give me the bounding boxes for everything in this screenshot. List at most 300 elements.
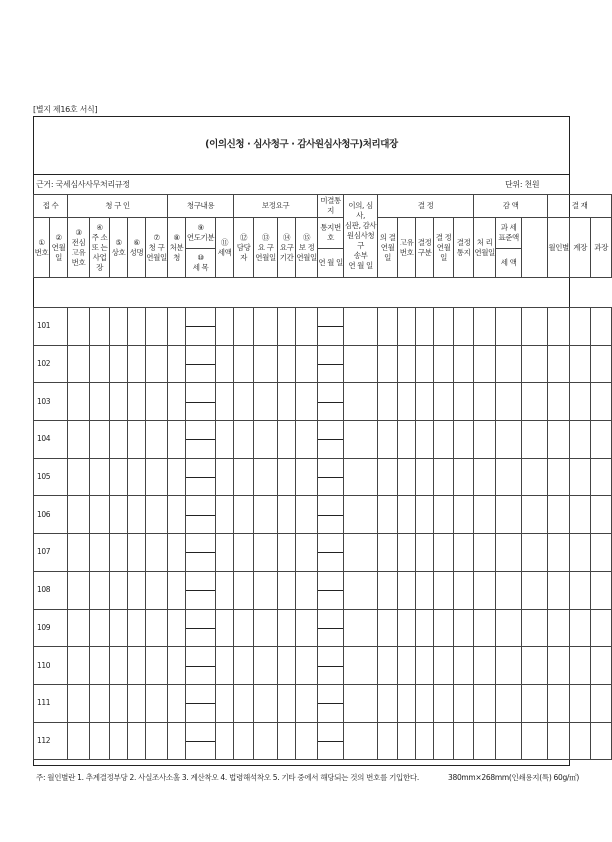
table-cell[interactable] bbox=[296, 308, 318, 346]
table-cell[interactable] bbox=[548, 345, 570, 383]
table-cell[interactable] bbox=[296, 722, 318, 760]
table-cell[interactable] bbox=[168, 308, 186, 346]
table-cell[interactable] bbox=[90, 458, 110, 496]
table-cell[interactable] bbox=[416, 647, 434, 685]
table-cell[interactable] bbox=[454, 722, 474, 760]
table-cell[interactable] bbox=[318, 421, 344, 459]
table-cell[interactable] bbox=[216, 571, 234, 609]
table-cell[interactable] bbox=[128, 684, 146, 722]
table-cell[interactable] bbox=[110, 308, 128, 346]
table-cell[interactable] bbox=[186, 345, 216, 383]
table-cell[interactable] bbox=[522, 609, 548, 647]
table-cell[interactable] bbox=[398, 571, 416, 609]
table-cell[interactable] bbox=[496, 684, 522, 722]
table-cell[interactable] bbox=[278, 458, 296, 496]
table-cell[interactable] bbox=[254, 684, 278, 722]
table-cell[interactable] bbox=[434, 345, 454, 383]
table-cell[interactable] bbox=[318, 496, 344, 534]
table-cell[interactable] bbox=[496, 496, 522, 534]
table-cell[interactable] bbox=[591, 609, 612, 647]
table-cell[interactable] bbox=[570, 345, 591, 383]
table-cell[interactable] bbox=[128, 308, 146, 346]
table-cell[interactable] bbox=[278, 722, 296, 760]
table-cell[interactable] bbox=[146, 571, 168, 609]
table-cell[interactable] bbox=[434, 421, 454, 459]
table-cell[interactable] bbox=[110, 534, 128, 572]
table-cell[interactable] bbox=[216, 609, 234, 647]
table-cell[interactable] bbox=[522, 534, 548, 572]
table-cell[interactable] bbox=[318, 308, 344, 346]
table-cell[interactable] bbox=[234, 421, 254, 459]
table-cell[interactable] bbox=[474, 421, 496, 459]
table-cell[interactable] bbox=[254, 647, 278, 685]
table-cell[interactable] bbox=[548, 722, 570, 760]
table-cell[interactable] bbox=[454, 609, 474, 647]
table-cell[interactable] bbox=[591, 345, 612, 383]
table-cell[interactable] bbox=[344, 421, 378, 459]
table-cell[interactable] bbox=[454, 647, 474, 685]
table-cell[interactable] bbox=[68, 421, 90, 459]
table-cell[interactable] bbox=[128, 345, 146, 383]
table-cell[interactable] bbox=[454, 308, 474, 346]
table-cell[interactable] bbox=[454, 458, 474, 496]
table-cell[interactable] bbox=[398, 534, 416, 572]
table-cell[interactable] bbox=[216, 458, 234, 496]
table-cell[interactable] bbox=[146, 647, 168, 685]
table-cell[interactable] bbox=[378, 647, 398, 685]
table-cell[interactable] bbox=[496, 383, 522, 421]
table-cell[interactable] bbox=[548, 647, 570, 685]
table-cell[interactable] bbox=[146, 534, 168, 572]
table-cell[interactable] bbox=[254, 345, 278, 383]
table-cell[interactable] bbox=[398, 458, 416, 496]
table-cell[interactable] bbox=[186, 383, 216, 421]
table-cell[interactable] bbox=[110, 345, 128, 383]
table-cell[interactable] bbox=[496, 647, 522, 685]
table-cell[interactable] bbox=[548, 496, 570, 534]
table-cell[interactable] bbox=[128, 458, 146, 496]
table-cell[interactable] bbox=[434, 722, 454, 760]
table-cell[interactable] bbox=[591, 571, 612, 609]
table-cell[interactable] bbox=[434, 534, 454, 572]
table-cell[interactable] bbox=[548, 534, 570, 572]
table-cell[interactable] bbox=[216, 496, 234, 534]
table-cell[interactable] bbox=[522, 722, 548, 760]
table-cell[interactable] bbox=[296, 571, 318, 609]
table-cell[interactable] bbox=[318, 722, 344, 760]
table-cell[interactable] bbox=[90, 722, 110, 760]
table-cell[interactable] bbox=[378, 383, 398, 421]
table-cell[interactable] bbox=[68, 722, 90, 760]
table-cell[interactable] bbox=[318, 571, 344, 609]
table-cell[interactable] bbox=[168, 496, 186, 534]
table-cell[interactable] bbox=[234, 383, 254, 421]
table-cell[interactable] bbox=[110, 609, 128, 647]
table-cell[interactable] bbox=[378, 496, 398, 534]
table-cell[interactable] bbox=[496, 458, 522, 496]
table-cell[interactable] bbox=[110, 722, 128, 760]
table-cell[interactable] bbox=[234, 684, 254, 722]
table-cell[interactable] bbox=[254, 534, 278, 572]
table-cell[interactable] bbox=[570, 496, 591, 534]
table-cell[interactable] bbox=[186, 421, 216, 459]
table-cell[interactable] bbox=[398, 496, 416, 534]
table-cell[interactable] bbox=[522, 684, 548, 722]
table-cell[interactable] bbox=[474, 684, 496, 722]
table-cell[interactable] bbox=[378, 534, 398, 572]
table-cell[interactable] bbox=[278, 609, 296, 647]
table-cell[interactable] bbox=[68, 308, 90, 346]
table-cell[interactable] bbox=[522, 383, 548, 421]
table-cell[interactable] bbox=[591, 308, 612, 346]
table-cell[interactable] bbox=[90, 647, 110, 685]
table-cell[interactable] bbox=[570, 647, 591, 685]
table-cell[interactable] bbox=[234, 458, 254, 496]
table-cell[interactable] bbox=[216, 722, 234, 760]
table-cell[interactable] bbox=[548, 571, 570, 609]
table-cell[interactable] bbox=[318, 345, 344, 383]
table-cell[interactable] bbox=[474, 647, 496, 685]
table-cell[interactable] bbox=[254, 308, 278, 346]
table-cell[interactable] bbox=[378, 345, 398, 383]
table-cell[interactable] bbox=[234, 308, 254, 346]
table-cell[interactable] bbox=[570, 684, 591, 722]
table-cell[interactable] bbox=[146, 609, 168, 647]
table-cell[interactable] bbox=[416, 534, 434, 572]
table-cell[interactable] bbox=[128, 609, 146, 647]
table-cell[interactable] bbox=[398, 722, 416, 760]
table-cell[interactable] bbox=[398, 308, 416, 346]
table-cell[interactable] bbox=[296, 421, 318, 459]
table-cell[interactable] bbox=[146, 308, 168, 346]
table-cell[interactable] bbox=[398, 684, 416, 722]
table-cell[interactable] bbox=[90, 345, 110, 383]
table-cell[interactable] bbox=[278, 496, 296, 534]
table-cell[interactable] bbox=[68, 383, 90, 421]
table-cell[interactable] bbox=[591, 534, 612, 572]
table-cell[interactable] bbox=[254, 722, 278, 760]
table-cell[interactable] bbox=[344, 534, 378, 572]
table-cell[interactable] bbox=[146, 421, 168, 459]
table-cell[interactable] bbox=[522, 571, 548, 609]
table-cell[interactable] bbox=[146, 496, 168, 534]
table-cell[interactable] bbox=[128, 571, 146, 609]
table-cell[interactable] bbox=[278, 308, 296, 346]
table-cell[interactable] bbox=[378, 458, 398, 496]
table-cell[interactable] bbox=[318, 458, 344, 496]
table-cell[interactable] bbox=[318, 684, 344, 722]
table-cell[interactable] bbox=[254, 421, 278, 459]
table-cell[interactable] bbox=[522, 308, 548, 346]
table-cell[interactable] bbox=[128, 534, 146, 572]
table-cell[interactable] bbox=[68, 647, 90, 685]
table-cell[interactable] bbox=[110, 383, 128, 421]
table-cell[interactable] bbox=[278, 383, 296, 421]
table-cell[interactable] bbox=[434, 308, 454, 346]
table-cell[interactable] bbox=[474, 496, 496, 534]
table-cell[interactable] bbox=[591, 496, 612, 534]
table-cell[interactable] bbox=[454, 421, 474, 459]
table-cell[interactable] bbox=[216, 647, 234, 685]
table-cell[interactable] bbox=[186, 458, 216, 496]
table-cell[interactable] bbox=[216, 684, 234, 722]
table-cell[interactable] bbox=[474, 571, 496, 609]
table-cell[interactable] bbox=[68, 571, 90, 609]
table-cell[interactable] bbox=[434, 496, 454, 534]
table-cell[interactable] bbox=[570, 609, 591, 647]
table-cell[interactable] bbox=[548, 383, 570, 421]
table-cell[interactable] bbox=[278, 345, 296, 383]
table-cell[interactable] bbox=[186, 647, 216, 685]
table-cell[interactable] bbox=[474, 609, 496, 647]
table-cell[interactable] bbox=[416, 308, 434, 346]
table-cell[interactable] bbox=[216, 308, 234, 346]
table-cell[interactable] bbox=[434, 684, 454, 722]
table-cell[interactable] bbox=[496, 722, 522, 760]
table-cell[interactable] bbox=[398, 383, 416, 421]
table-cell[interactable] bbox=[234, 722, 254, 760]
table-cell[interactable] bbox=[416, 458, 434, 496]
table-cell[interactable] bbox=[90, 534, 110, 572]
table-cell[interactable] bbox=[234, 609, 254, 647]
table-cell[interactable] bbox=[110, 684, 128, 722]
table-cell[interactable] bbox=[434, 571, 454, 609]
table-cell[interactable] bbox=[454, 383, 474, 421]
table-cell[interactable] bbox=[186, 609, 216, 647]
table-cell[interactable] bbox=[234, 647, 254, 685]
table-cell[interactable] bbox=[496, 421, 522, 459]
table-cell[interactable] bbox=[186, 534, 216, 572]
table-cell[interactable] bbox=[570, 458, 591, 496]
table-cell[interactable] bbox=[254, 383, 278, 421]
table-cell[interactable] bbox=[378, 609, 398, 647]
table-cell[interactable] bbox=[186, 308, 216, 346]
table-cell[interactable] bbox=[570, 308, 591, 346]
table-cell[interactable] bbox=[496, 345, 522, 383]
table-cell[interactable] bbox=[344, 458, 378, 496]
table-cell[interactable] bbox=[496, 308, 522, 346]
table-cell[interactable] bbox=[278, 647, 296, 685]
table-cell[interactable] bbox=[522, 421, 548, 459]
table-cell[interactable] bbox=[398, 609, 416, 647]
table-cell[interactable] bbox=[296, 345, 318, 383]
table-cell[interactable] bbox=[296, 458, 318, 496]
table-cell[interactable] bbox=[186, 571, 216, 609]
table-cell[interactable] bbox=[110, 496, 128, 534]
table-cell[interactable] bbox=[296, 534, 318, 572]
table-cell[interactable] bbox=[216, 534, 234, 572]
table-cell[interactable] bbox=[570, 722, 591, 760]
table-cell[interactable] bbox=[474, 458, 496, 496]
table-cell[interactable] bbox=[496, 571, 522, 609]
table-cell[interactable] bbox=[344, 684, 378, 722]
table-cell[interactable] bbox=[416, 383, 434, 421]
table-cell[interactable] bbox=[434, 609, 454, 647]
table-cell[interactable] bbox=[278, 684, 296, 722]
table-cell[interactable] bbox=[522, 345, 548, 383]
table-cell[interactable] bbox=[90, 571, 110, 609]
table-cell[interactable] bbox=[90, 684, 110, 722]
table-cell[interactable] bbox=[68, 345, 90, 383]
table-cell[interactable] bbox=[216, 383, 234, 421]
table-cell[interactable] bbox=[344, 308, 378, 346]
table-cell[interactable] bbox=[548, 609, 570, 647]
table-cell[interactable] bbox=[398, 345, 416, 383]
table-cell[interactable] bbox=[548, 421, 570, 459]
table-cell[interactable] bbox=[548, 684, 570, 722]
table-cell[interactable] bbox=[344, 345, 378, 383]
table-cell[interactable] bbox=[434, 647, 454, 685]
table-cell[interactable] bbox=[146, 722, 168, 760]
table-cell[interactable] bbox=[168, 458, 186, 496]
table-cell[interactable] bbox=[454, 684, 474, 722]
table-cell[interactable] bbox=[168, 571, 186, 609]
table-cell[interactable] bbox=[68, 609, 90, 647]
table-cell[interactable] bbox=[474, 383, 496, 421]
table-cell[interactable] bbox=[318, 609, 344, 647]
table-cell[interactable] bbox=[416, 571, 434, 609]
table-cell[interactable] bbox=[344, 496, 378, 534]
table-cell[interactable] bbox=[522, 458, 548, 496]
table-cell[interactable] bbox=[110, 647, 128, 685]
table-cell[interactable] bbox=[278, 571, 296, 609]
table-cell[interactable] bbox=[398, 421, 416, 459]
table-cell[interactable] bbox=[254, 496, 278, 534]
table-cell[interactable] bbox=[496, 609, 522, 647]
table-cell[interactable] bbox=[416, 421, 434, 459]
table-cell[interactable] bbox=[434, 458, 454, 496]
table-cell[interactable] bbox=[378, 308, 398, 346]
table-cell[interactable] bbox=[146, 383, 168, 421]
table-cell[interactable] bbox=[90, 421, 110, 459]
table-cell[interactable] bbox=[234, 534, 254, 572]
table-cell[interactable] bbox=[344, 609, 378, 647]
table-cell[interactable] bbox=[90, 308, 110, 346]
table-cell[interactable] bbox=[216, 421, 234, 459]
table-cell[interactable] bbox=[416, 345, 434, 383]
table-cell[interactable] bbox=[591, 647, 612, 685]
table-cell[interactable] bbox=[522, 496, 548, 534]
table-cell[interactable] bbox=[128, 722, 146, 760]
table-cell[interactable] bbox=[591, 421, 612, 459]
table-cell[interactable] bbox=[496, 534, 522, 572]
table-cell[interactable] bbox=[570, 571, 591, 609]
table-cell[interactable] bbox=[591, 684, 612, 722]
table-cell[interactable] bbox=[68, 684, 90, 722]
table-cell[interactable] bbox=[168, 345, 186, 383]
table-cell[interactable] bbox=[168, 722, 186, 760]
table-cell[interactable] bbox=[318, 383, 344, 421]
table-cell[interactable] bbox=[454, 571, 474, 609]
table-cell[interactable] bbox=[110, 458, 128, 496]
table-cell[interactable] bbox=[454, 534, 474, 572]
table-cell[interactable] bbox=[168, 684, 186, 722]
table-cell[interactable] bbox=[318, 647, 344, 685]
table-cell[interactable] bbox=[186, 684, 216, 722]
table-cell[interactable] bbox=[378, 421, 398, 459]
table-cell[interactable] bbox=[591, 458, 612, 496]
table-cell[interactable] bbox=[570, 534, 591, 572]
table-cell[interactable] bbox=[168, 383, 186, 421]
table-cell[interactable] bbox=[90, 609, 110, 647]
table-cell[interactable] bbox=[378, 684, 398, 722]
table-cell[interactable] bbox=[254, 458, 278, 496]
table-cell[interactable] bbox=[186, 496, 216, 534]
table-cell[interactable] bbox=[474, 534, 496, 572]
table-cell[interactable] bbox=[168, 609, 186, 647]
table-cell[interactable] bbox=[278, 534, 296, 572]
table-cell[interactable] bbox=[146, 345, 168, 383]
table-cell[interactable] bbox=[68, 496, 90, 534]
table-cell[interactable] bbox=[522, 647, 548, 685]
table-cell[interactable] bbox=[570, 383, 591, 421]
table-cell[interactable] bbox=[378, 571, 398, 609]
table-cell[interactable] bbox=[344, 571, 378, 609]
table-cell[interactable] bbox=[146, 458, 168, 496]
table-cell[interactable] bbox=[168, 647, 186, 685]
table-cell[interactable] bbox=[128, 383, 146, 421]
table-cell[interactable] bbox=[591, 383, 612, 421]
table-cell[interactable] bbox=[344, 647, 378, 685]
table-cell[interactable] bbox=[254, 609, 278, 647]
table-cell[interactable] bbox=[90, 383, 110, 421]
table-cell[interactable] bbox=[548, 308, 570, 346]
table-cell[interactable] bbox=[570, 421, 591, 459]
table-cell[interactable] bbox=[110, 571, 128, 609]
table-cell[interactable] bbox=[416, 684, 434, 722]
table-cell[interactable] bbox=[128, 496, 146, 534]
table-cell[interactable] bbox=[90, 496, 110, 534]
table-cell[interactable] bbox=[254, 571, 278, 609]
table-cell[interactable] bbox=[296, 684, 318, 722]
table-cell[interactable] bbox=[548, 458, 570, 496]
table-cell[interactable] bbox=[110, 421, 128, 459]
table-cell[interactable] bbox=[234, 496, 254, 534]
table-cell[interactable] bbox=[416, 609, 434, 647]
table-cell[interactable] bbox=[434, 383, 454, 421]
table-cell[interactable] bbox=[234, 571, 254, 609]
table-cell[interactable] bbox=[454, 345, 474, 383]
table-cell[interactable] bbox=[344, 722, 378, 760]
table-cell[interactable] bbox=[146, 684, 168, 722]
table-cell[interactable] bbox=[186, 722, 216, 760]
table-cell[interactable] bbox=[416, 722, 434, 760]
table-cell[interactable] bbox=[398, 647, 416, 685]
table-cell[interactable] bbox=[296, 383, 318, 421]
table-cell[interactable] bbox=[68, 458, 90, 496]
table-cell[interactable] bbox=[68, 534, 90, 572]
table-cell[interactable] bbox=[128, 421, 146, 459]
table-cell[interactable] bbox=[378, 722, 398, 760]
table-cell[interactable] bbox=[296, 647, 318, 685]
table-cell[interactable] bbox=[416, 496, 434, 534]
table-cell[interactable] bbox=[168, 534, 186, 572]
table-cell[interactable] bbox=[128, 647, 146, 685]
table-cell[interactable] bbox=[216, 345, 234, 383]
table-cell[interactable] bbox=[234, 345, 254, 383]
table-cell[interactable] bbox=[474, 722, 496, 760]
table-cell[interactable] bbox=[296, 496, 318, 534]
table-cell[interactable] bbox=[454, 496, 474, 534]
table-cell[interactable] bbox=[344, 383, 378, 421]
table-cell[interactable] bbox=[318, 534, 344, 572]
table-cell[interactable] bbox=[474, 308, 496, 346]
table-cell[interactable] bbox=[474, 345, 496, 383]
table-cell[interactable] bbox=[168, 421, 186, 459]
table-cell[interactable] bbox=[591, 722, 612, 760]
table-cell[interactable] bbox=[278, 421, 296, 459]
table-cell[interactable] bbox=[296, 609, 318, 647]
